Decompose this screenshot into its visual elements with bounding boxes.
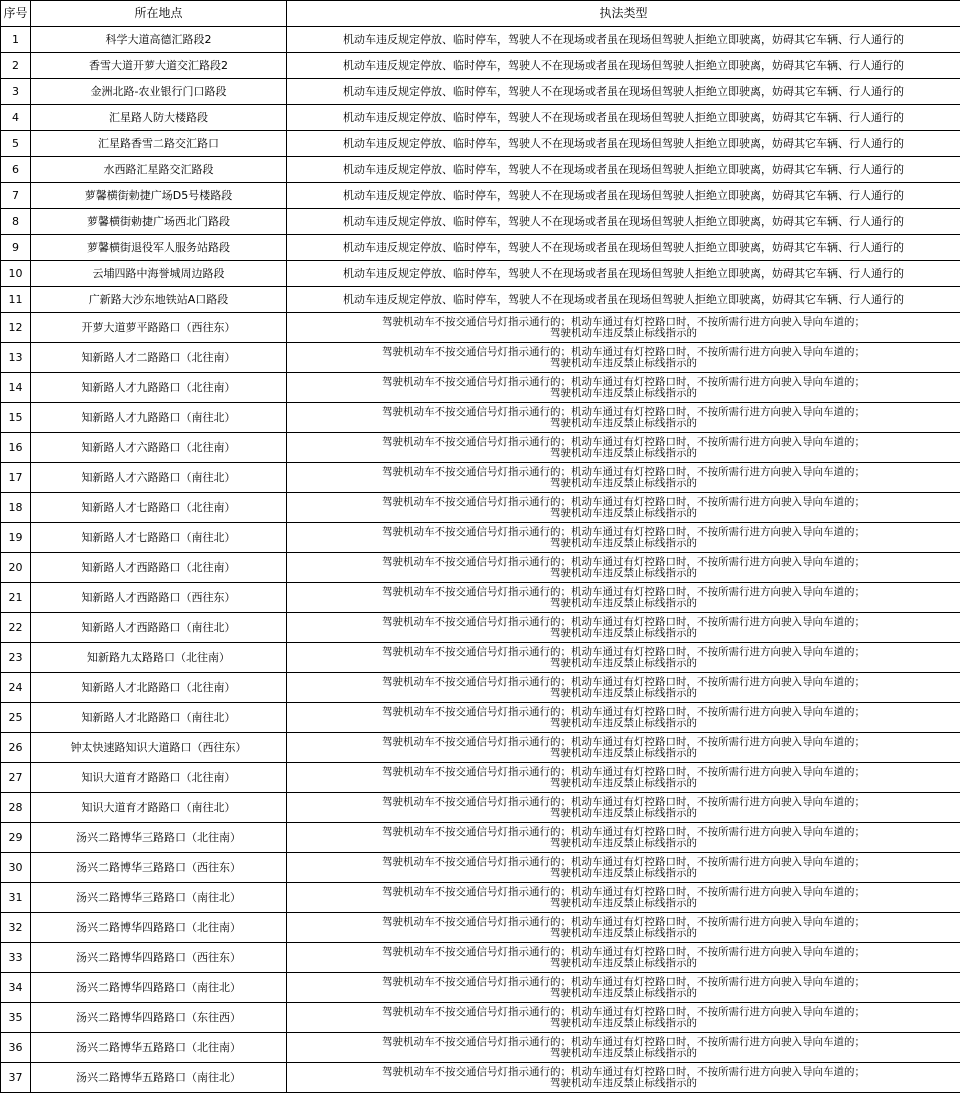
cell-type xyxy=(287,823,960,853)
cell-seq: 36 xyxy=(1,1033,31,1063)
cell-type-line: 驾驶机动车不按交通信号灯指示通行的；机动车通过有灯控路口时，不按所需行进方向驶入导向车道的； xyxy=(382,406,865,418)
cell-seq: 17 xyxy=(1,463,31,493)
cell-seq: 11 xyxy=(1,287,31,313)
table-row xyxy=(1,913,960,943)
cell-type-line: 驾驶机动车违反禁止标线指示的 xyxy=(550,1076,697,1089)
cell-type-line: 驾驶机动车不按交通信号灯指示通行的；机动车通过有灯控路口时，不按所需行进方向驶入导向车道的； xyxy=(382,736,865,748)
cell-type-line: 驾驶机动车违反禁止标线指示的 xyxy=(550,566,697,579)
cell-type-line: 驾驶机动车不按交通信号灯指示通行的；机动车通过有灯控路口时，不按所需行进方向驶入导向车道的； xyxy=(382,526,865,538)
cell-location: 萝馨横街勅捷广场西北门路段 xyxy=(31,209,287,235)
cell-seq: 8 xyxy=(1,209,31,235)
cell-type-line: 驾驶机动车不按交通信号灯指示通行的；机动车通过有灯控路口时，不按所需行进方向驶入导向车道的； xyxy=(382,676,865,688)
cell-type-line: 驾驶机动车违反禁止标线指示的 xyxy=(550,1016,697,1029)
cell-seq: 27 xyxy=(1,763,31,793)
cell-type xyxy=(287,343,960,373)
cell-type-line: 驾驶机动车不按交通信号灯指示通行的；机动车通过有灯控路口时，不按所需行进方向驶入导向车道的； xyxy=(382,976,865,988)
table-row xyxy=(1,131,960,157)
cell-type-line: 驾驶机动车违反禁止标线指示的 xyxy=(550,896,697,909)
cell-type-line: 驾驶机动车不按交通信号灯指示通行的；机动车通过有灯控路口时，不按所需行进方向驶入导向车道的； xyxy=(382,1006,865,1018)
cell-location: 广新路大沙东地铁站A口路段 xyxy=(31,287,287,313)
cell-location: 知新路九太路路口（北往南） xyxy=(31,643,287,673)
cell-type-line: 驾驶机动车违反禁止标线指示的 xyxy=(550,416,697,429)
header-type: 执法类型 xyxy=(287,1,960,27)
table-row xyxy=(1,27,960,53)
cell-location: 汇星路香雪二路交汇路口 xyxy=(31,131,287,157)
cell-seq: 14 xyxy=(1,373,31,403)
cell-type-line: 驾驶机动车不按交通信号灯指示通行的；机动车通过有灯控路口时，不按所需行进方向驶入导向车道的； xyxy=(382,466,865,478)
cell-location: 知新路人才七路路口（南往北） xyxy=(31,523,287,553)
cell-type-line: 机动车违反规定停放、临时停车，驾驶人不在现场或者虽在现场但驾驶人拒绝立即驶离，妨碍其它车辆、行人通行的 xyxy=(343,215,904,228)
cell-type-line: 驾驶机动车违反禁止标线指示的 xyxy=(550,956,697,969)
cell-seq: 21 xyxy=(1,583,31,613)
table-row xyxy=(1,883,960,913)
cell-seq: 23 xyxy=(1,643,31,673)
cell-location: 水西路汇星路交汇路段 xyxy=(31,157,287,183)
cell-type-line: 机动车违反规定停放、临时停车，驾驶人不在现场或者虽在现场但驾驶人拒绝立即驶离，妨碍其它车辆、行人通行的 xyxy=(343,33,904,46)
table-row xyxy=(1,235,960,261)
cell-type xyxy=(287,793,960,823)
cell-type-line: 驾驶机动车不按交通信号灯指示通行的；机动车通过有灯控路口时，不按所需行进方向驶入导向车道的； xyxy=(382,1036,865,1048)
cell-location: 云埔四路中海誉城周边路段 xyxy=(31,261,287,287)
table-row xyxy=(1,763,960,793)
cell-seq: 34 xyxy=(1,973,31,1003)
cell-type-line: 机动车违反规定停放、临时停车，驾驶人不在现场或者虽在现场但驾驶人拒绝立即驶离，妨碍其它车辆、行人通行的 xyxy=(343,293,904,306)
cell-type-line: 驾驶机动车不按交通信号灯指示通行的；机动车通过有灯控路口时，不按所需行进方向驶入导向车道的； xyxy=(382,1066,865,1078)
table-row xyxy=(1,703,960,733)
cell-location: 知新路人才六路路口（北往南） xyxy=(31,433,287,463)
cell-type-line: 驾驶机动车不按交通信号灯指示通行的；机动车通过有灯控路口时，不按所需行进方向驶入导向车道的； xyxy=(382,706,865,718)
cell-type-line: 驾驶机动车不按交通信号灯指示通行的；机动车通过有灯控路口时，不按所需行进方向驶入导向车道的； xyxy=(382,856,865,868)
cell-type xyxy=(287,313,960,343)
cell-seq: 18 xyxy=(1,493,31,523)
cell-location: 知新路人才九路路口（北往南） xyxy=(31,373,287,403)
table-row xyxy=(1,105,960,131)
cell-type-line: 驾驶机动车不按交通信号灯指示通行的；机动车通过有灯控路口时，不按所需行进方向驶入导向车道的； xyxy=(382,946,865,958)
cell-type-line: 机动车违反规定停放、临时停车，驾驶人不在现场或者虽在现场但驾驶人拒绝立即驶离，妨碍其它车辆、行人通行的 xyxy=(343,241,904,254)
cell-type xyxy=(287,1003,960,1033)
cell-location: 知新路人才西路路口（北往南） xyxy=(31,553,287,583)
table-row xyxy=(1,1003,960,1033)
cell-location: 汤兴二路博华三路路口（西往东） xyxy=(31,853,287,883)
table-row xyxy=(1,53,960,79)
cell-seq: 31 xyxy=(1,883,31,913)
cell-location: 汤兴二路博华五路路口（北往南） xyxy=(31,1033,287,1063)
cell-seq: 32 xyxy=(1,913,31,943)
header-location: 所在地点 xyxy=(31,1,287,27)
table-row xyxy=(1,943,960,973)
cell-type-line: 机动车违反规定停放、临时停车，驾驶人不在现场或者虽在现场但驾驶人拒绝立即驶离，妨碍其它车辆、行人通行的 xyxy=(343,163,904,176)
cell-type-line: 驾驶机动车违反禁止标线指示的 xyxy=(550,716,697,729)
cell-type xyxy=(287,913,960,943)
table-row xyxy=(1,287,960,313)
cell-location: 知识大道育才路路口（南往北） xyxy=(31,793,287,823)
cell-seq: 12 xyxy=(1,313,31,343)
table-row xyxy=(1,79,960,105)
cell-seq: 25 xyxy=(1,703,31,733)
cell-type-line: 驾驶机动车违反禁止标线指示的 xyxy=(550,686,697,699)
cell-type xyxy=(287,373,960,403)
cell-type-line: 驾驶机动车不按交通信号灯指示通行的；机动车通过有灯控路口时，不按所需行进方向驶入导向车道的； xyxy=(382,496,865,508)
cell-location: 汤兴二路博华四路路口（东往西） xyxy=(31,1003,287,1033)
cell-seq: 22 xyxy=(1,613,31,643)
cell-type-line: 驾驶机动车违反禁止标线指示的 xyxy=(550,776,697,789)
table-row xyxy=(1,793,960,823)
table-row xyxy=(1,373,960,403)
table-row xyxy=(1,823,960,853)
header-row xyxy=(1,1,960,27)
cell-type-line: 驾驶机动车不按交通信号灯指示通行的；机动车通过有灯控路口时，不按所需行进方向驶入导向车道的； xyxy=(382,346,865,358)
cell-type-line: 驾驶机动车违反禁止标线指示的 xyxy=(550,596,697,609)
table-row xyxy=(1,493,960,523)
cell-location: 知新路人才六路路口（南往北） xyxy=(31,463,287,493)
table-row xyxy=(1,343,960,373)
cell-type xyxy=(287,131,960,157)
cell-type-line: 驾驶机动车不按交通信号灯指示通行的；机动车通过有灯控路口时，不按所需行进方向驶入导向车道的； xyxy=(382,766,865,778)
table-row xyxy=(1,1063,960,1093)
cell-type-line: 驾驶机动车违反禁止标线指示的 xyxy=(550,446,697,459)
table-row xyxy=(1,463,960,493)
cell-seq: 6 xyxy=(1,157,31,183)
cell-type-line: 驾驶机动车违反禁止标线指示的 xyxy=(550,626,697,639)
cell-location: 汤兴二路博华三路路口（南往北） xyxy=(31,883,287,913)
cell-location: 金洲北路-农业银行门口路段 xyxy=(31,79,287,105)
cell-type xyxy=(287,943,960,973)
cell-type-line: 驾驶机动车不按交通信号灯指示通行的；机动车通过有灯控路口时，不按所需行进方向驶入导向车道的； xyxy=(382,796,865,808)
table-row xyxy=(1,403,960,433)
cell-seq: 37 xyxy=(1,1063,31,1093)
cell-seq: 26 xyxy=(1,733,31,763)
cell-type-line: 机动车违反规定停放、临时停车，驾驶人不在现场或者虽在现场但驾驶人拒绝立即驶离，妨碍其它车辆、行人通行的 xyxy=(343,85,904,98)
cell-type-line: 驾驶机动车违反禁止标线指示的 xyxy=(550,476,697,489)
cell-location: 钟太快速路知识大道路口（西往东） xyxy=(31,733,287,763)
cell-type-line: 驾驶机动车不按交通信号灯指示通行的；机动车通过有灯控路口时，不按所需行进方向驶入导向车道的； xyxy=(382,586,865,598)
cell-type-line: 驾驶机动车违反禁止标线指示的 xyxy=(550,986,697,999)
cell-type-line: 机动车违反规定停放、临时停车，驾驶人不在现场或者虽在现场但驾驶人拒绝立即驶离，妨碍其它车辆、行人通行的 xyxy=(343,111,904,124)
table-row xyxy=(1,209,960,235)
cell-type-line: 驾驶机动车违反禁止标线指示的 xyxy=(550,806,697,819)
table-row xyxy=(1,157,960,183)
cell-type-line: 驾驶机动车违反禁止标线指示的 xyxy=(550,326,697,339)
cell-location: 汤兴二路博华四路路口（南往北） xyxy=(31,973,287,1003)
cell-seq: 1 xyxy=(1,27,31,53)
cell-type xyxy=(287,433,960,463)
cell-type-line: 机动车违反规定停放、临时停车，驾驶人不在现场或者虽在现场但驾驶人拒绝立即驶离，妨碍其它车辆、行人通行的 xyxy=(343,137,904,150)
table-row xyxy=(1,553,960,583)
cell-location: 知新路人才北路路口（南往北） xyxy=(31,703,287,733)
cell-seq: 4 xyxy=(1,105,31,131)
cell-type-line: 机动车违反规定停放、临时停车，驾驶人不在现场或者虽在现场但驾驶人拒绝立即驶离，妨碍其它车辆、行人通行的 xyxy=(343,59,904,72)
cell-seq: 3 xyxy=(1,79,31,105)
cell-type-line: 驾驶机动车违反禁止标线指示的 xyxy=(550,356,697,369)
cell-location: 知新路人才二路路口（北往南） xyxy=(31,343,287,373)
cell-type xyxy=(287,1033,960,1063)
cell-location: 萝馨横街退役军人服务站路段 xyxy=(31,235,287,261)
cell-location: 知新路人才七路路口（北往南） xyxy=(31,493,287,523)
cell-type-line: 驾驶机动车违反禁止标线指示的 xyxy=(550,1046,697,1059)
cell-location: 汤兴二路博华三路路口（北往南） xyxy=(31,823,287,853)
cell-type-line: 驾驶机动车违反禁止标线指示的 xyxy=(550,536,697,549)
cell-type xyxy=(287,209,960,235)
cell-type xyxy=(287,1063,960,1093)
cell-type xyxy=(287,261,960,287)
cell-seq: 13 xyxy=(1,343,31,373)
cell-type-line: 驾驶机动车不按交通信号灯指示通行的；机动车通过有灯控路口时，不按所需行进方向驶入导向车道的； xyxy=(382,376,865,388)
cell-location: 知新路人才西路路口（南往北） xyxy=(31,613,287,643)
table-body xyxy=(1,27,960,1093)
table-row xyxy=(1,1033,960,1063)
cell-type-line: 驾驶机动车不按交通信号灯指示通行的；机动车通过有灯控路口时，不按所需行进方向驶入导向车道的； xyxy=(382,916,865,928)
cell-type xyxy=(287,105,960,131)
cell-type-line: 驾驶机动车不按交通信号灯指示通行的；机动车通过有灯控路口时，不按所需行进方向驶入导向车道的； xyxy=(382,826,865,838)
cell-seq: 10 xyxy=(1,261,31,287)
cell-seq: 2 xyxy=(1,53,31,79)
cell-location: 汇星路人防大楼路段 xyxy=(31,105,287,131)
cell-seq: 5 xyxy=(1,131,31,157)
cell-seq: 35 xyxy=(1,1003,31,1033)
cell-location: 科学大道高德汇路段2 xyxy=(31,27,287,53)
cell-type xyxy=(287,183,960,209)
cell-location: 知识大道育才路路口（北往南） xyxy=(31,763,287,793)
cell-type-line: 驾驶机动车违反禁止标线指示的 xyxy=(550,386,697,399)
table-row xyxy=(1,583,960,613)
cell-location: 萝馨横街勅捷广场D5号楼路段 xyxy=(31,183,287,209)
cell-type-line: 驾驶机动车违反禁止标线指示的 xyxy=(550,506,697,519)
cell-type-line: 机动车违反规定停放、临时停车，驾驶人不在现场或者虽在现场但驾驶人拒绝立即驶离，妨碍其它车辆、行人通行的 xyxy=(343,189,904,202)
cell-type xyxy=(287,553,960,583)
cell-seq: 33 xyxy=(1,943,31,973)
cell-type xyxy=(287,643,960,673)
table-row xyxy=(1,673,960,703)
cell-seq: 7 xyxy=(1,183,31,209)
cell-type-line: 驾驶机动车违反禁止标线指示的 xyxy=(550,866,697,879)
cell-type xyxy=(287,403,960,433)
cell-type xyxy=(287,883,960,913)
cell-type xyxy=(287,613,960,643)
cell-type xyxy=(287,973,960,1003)
cell-type xyxy=(287,733,960,763)
cell-type xyxy=(287,583,960,613)
cell-type xyxy=(287,157,960,183)
cell-seq: 28 xyxy=(1,793,31,823)
cell-type-line: 驾驶机动车不按交通信号灯指示通行的；机动车通过有灯控路口时，不按所需行进方向驶入导向车道的； xyxy=(382,556,865,568)
cell-seq: 29 xyxy=(1,823,31,853)
cell-location: 知新路人才西路路口（西往东） xyxy=(31,583,287,613)
cell-type xyxy=(287,235,960,261)
table-row xyxy=(1,973,960,1003)
table-row xyxy=(1,313,960,343)
table-row xyxy=(1,733,960,763)
cell-seq: 30 xyxy=(1,853,31,883)
cell-type-line: 驾驶机动车不按交通信号灯指示通行的；机动车通过有灯控路口时，不按所需行进方向驶入导向车道的； xyxy=(382,436,865,448)
cell-seq: 9 xyxy=(1,235,31,261)
cell-type-line: 驾驶机动车不按交通信号灯指示通行的；机动车通过有灯控路口时，不按所需行进方向驶入导向车道的； xyxy=(382,316,865,328)
table-row xyxy=(1,643,960,673)
cell-type-line: 驾驶机动车不按交通信号灯指示通行的；机动车通过有灯控路口时，不按所需行进方向驶入导向车道的； xyxy=(382,616,865,628)
cell-type-line: 驾驶机动车不按交通信号灯指示通行的；机动车通过有灯控路口时，不按所需行进方向驶入导向车道的； xyxy=(382,886,865,898)
cell-location: 知新路人才九路路口（南往北） xyxy=(31,403,287,433)
table-row xyxy=(1,183,960,209)
cell-type xyxy=(287,287,960,313)
cell-location: 汤兴二路博华四路路口（西往东） xyxy=(31,943,287,973)
cell-type-line: 驾驶机动车不按交通信号灯指示通行的；机动车通过有灯控路口时，不按所需行进方向驶入导向车道的； xyxy=(382,646,865,658)
cell-seq: 15 xyxy=(1,403,31,433)
cell-type xyxy=(287,27,960,53)
table-row xyxy=(1,853,960,883)
table-row xyxy=(1,261,960,287)
cell-seq: 19 xyxy=(1,523,31,553)
cell-type xyxy=(287,853,960,883)
cell-location: 汤兴二路博华四路路口（北往南） xyxy=(31,913,287,943)
header-seq: 序号 xyxy=(1,1,31,27)
cell-type-line: 驾驶机动车违反禁止标线指示的 xyxy=(550,656,697,669)
cell-type xyxy=(287,523,960,553)
table-row xyxy=(1,433,960,463)
cell-type xyxy=(287,53,960,79)
cell-type xyxy=(287,79,960,105)
cell-type xyxy=(287,763,960,793)
cell-type-line: 驾驶机动车违反禁止标线指示的 xyxy=(550,746,697,759)
cell-seq: 24 xyxy=(1,673,31,703)
cell-location: 汤兴二路博华五路路口（南往北） xyxy=(31,1063,287,1093)
cell-type-line: 机动车违反规定停放、临时停车，驾驶人不在现场或者虽在现场但驾驶人拒绝立即驶离，妨碍其它车辆、行人通行的 xyxy=(343,267,904,280)
cell-type xyxy=(287,673,960,703)
cell-type xyxy=(287,493,960,523)
cell-seq: 20 xyxy=(1,553,31,583)
cell-location: 香雪大道开萝大道交汇路段2 xyxy=(31,53,287,79)
cell-type-line: 驾驶机动车违反禁止标线指示的 xyxy=(550,836,697,849)
cell-type xyxy=(287,463,960,493)
cell-type xyxy=(287,703,960,733)
cell-location: 知新路人才北路路口（北往南） xyxy=(31,673,287,703)
table-row xyxy=(1,613,960,643)
table-row xyxy=(1,523,960,553)
cell-location: 开萝大道萝平路路口（西往东） xyxy=(31,313,287,343)
cell-seq: 16 xyxy=(1,433,31,463)
cell-type-line: 驾驶机动车违反禁止标线指示的 xyxy=(550,926,697,939)
